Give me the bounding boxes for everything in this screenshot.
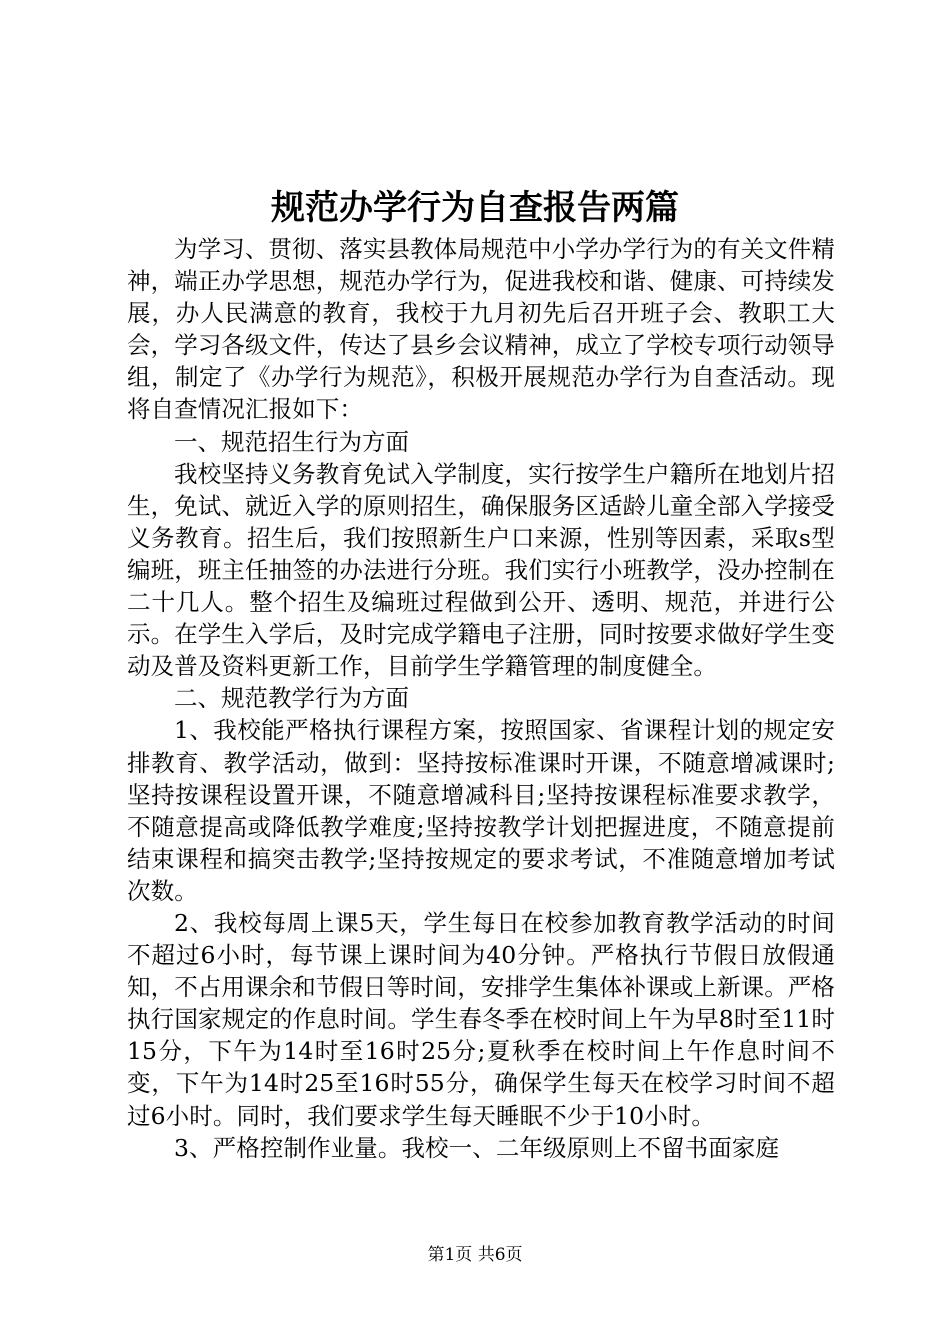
intro-paragraph: 为学习、贯彻、落实县教体局规范中小学办学行为的有关文件精神，端正办学思想，规范办学行为，促进我校和谐、健康、可持续发展，办人民满意的教育，我校于九月初先后召开班子会、教职工大会，学习各级文件，传达了县乡会议精神，成立了学校专项行动领导组，制定了《办学行为规范》，积极开展规范办学行为自查活动。现将自查情况汇报如下： bbox=[127, 235, 835, 424]
teaching-paragraph-2: 2、我校每周上课5天，学生每日在校参加教育教学活动的时间不超过6小时，每节课上课时间为40分钟。严格执行节假日放假通知，不占用课余和节假日等时间，安排学生集体补课或上新课。严格执行国家规定的作息时间。学生春冬季在校时间上午为早8时至11时15分，下午为14时至16时25分;夏秋季在校时间上午作息时间不变，下午为14时25至16时55分，确保学生每天在校学习时间不超过6小时。同时，我们要求学生每天睡眠不少于10小时。 bbox=[127, 908, 835, 1130]
teaching-paragraph-1: 1、我校能严格执行课程方案，按照国家、省课程计划的规定安排教育、教学活动，做到：坚持按标准课时开课，不随意增减课时;坚持按课程设置开课，不随意增减科目;坚持按课程标准要求教学，不随意提高或降低教学难度;坚持按教学计划把握进度，不随意提前结束课程和搞突击教学;坚持按规定的要求考试，不准随意增加考试次数。 bbox=[127, 716, 835, 905]
teaching-paragraph-3: 3、严格控制作业量。我校一、二年级原则上不留书面家庭 bbox=[174, 1133, 780, 1162]
document-body bbox=[127, 233, 835, 1164]
enrollment-paragraph: 我校坚持义务教育免试入学制度，实行按学生户籍所在地划片招生，免试、就近入学的原则招生，确保服务区适龄儿童全部入学接受义务教育。招生后，我们按照新生户口来源，性别等因素，采取s型编班，班主任抽签的办法进行分班。我们实行小班教学，没办控制在二十几人。整个招生及编班过程做到公开、透明、规范，并进行公示。在学生入学后，及时完成学籍电子注册，同时按要求做好学生变动及普及资料更新工作，目前学生学籍管理的制度健全。 bbox=[127, 459, 835, 681]
section-heading-teaching: 二、规范教学行为方面 bbox=[174, 684, 409, 713]
page-number-footer: 第1页 共6页 bbox=[427, 1245, 523, 1265]
document-title: 规范办学行为自查报告两篇 bbox=[271, 188, 679, 228]
section-heading-enrollment: 一、规范招生行为方面 bbox=[174, 427, 409, 456]
